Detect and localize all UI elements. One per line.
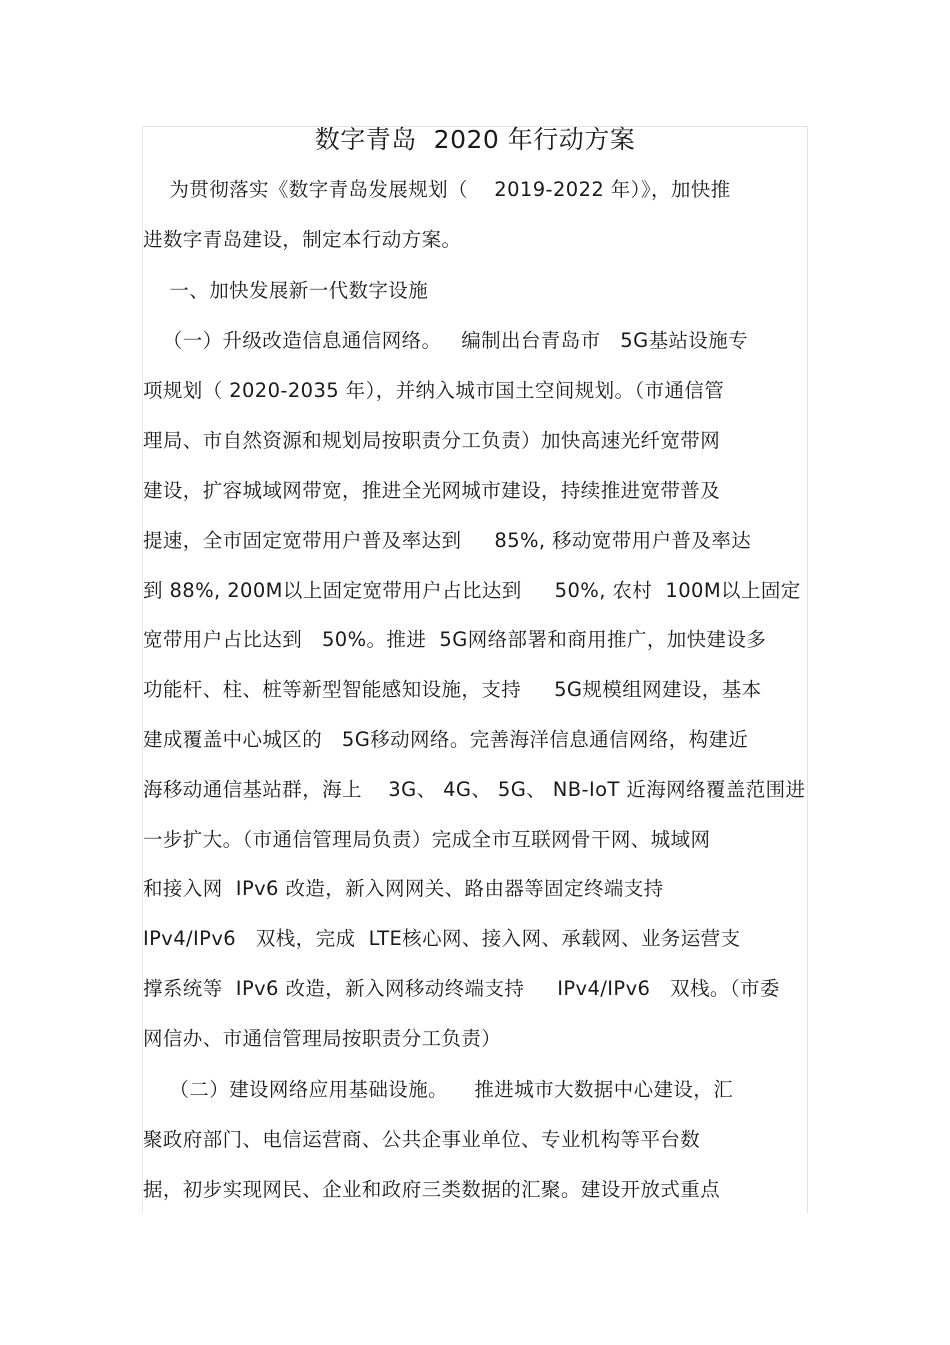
paragraph-line: 聚政府部门、电信运营商、公共企事业单位、专业机构等平台数 — [143, 1128, 701, 1151]
paragraph-line: 功能杆、柱、桩等新型智能感知设施，支持 5G规模组网建设，基本 — [143, 678, 762, 701]
paragraph-line: 提速，全市固定宽带用户普及率达到 85%, 移动宽带用户普及率达 — [143, 529, 752, 552]
section-heading: 一、加快发展新一代数字设施 — [143, 279, 429, 302]
paragraph-line: 为贯彻落实《数字青岛发展规划（ 2019-2022 年）》，加快推 — [143, 178, 731, 201]
paragraph-line: 网信办、市通信管理局按职责分工负责） — [143, 1027, 502, 1050]
paragraph-line: 和接入网 IPv6 改造，新入网网关、路由器等固定终端支持 — [143, 877, 664, 900]
paragraph-line: 理局、市自然资源和规划局按职责分工负责）加快高速光纤宽带网 — [143, 429, 721, 452]
paragraph-line: 宽带用户占比达到 50%。推进 5G网络部署和商用推广，加快建设多 — [143, 628, 767, 651]
paragraph-line: IPv4/IPv6 双栈，完成 LTE核心网、接入网、承载网、业务运营支 — [143, 927, 741, 950]
document-title: 数字青岛 2020 年行动方案 — [314, 125, 636, 154]
paragraph-line: 据，初步实现网民、企业和政府三类数据的汇聚。建设开放式重点 — [143, 1178, 721, 1201]
paragraph-line: 进数字青岛建设，制定本行动方案。 — [143, 228, 462, 251]
paragraph-line: 建设，扩容城域网带宽，推进全光网城市建设，持续推进宽带普及 — [143, 479, 721, 502]
paragraph-line: 到 88%, 200M以上固定宽带用户占比达到 50%, 农村 100M以上固定 — [143, 579, 801, 602]
paragraph-line: 建成覆盖中心城区的 5G移动网络。完善海洋信息通信网络，构建近 — [143, 728, 749, 751]
paragraph-line: 项规划（ 2020-2035 年），并纳入城市国土空间规划。（市通信管 — [143, 379, 725, 402]
paragraph-line: 一步扩大。（市通信管理局负责）完成全市互联网骨干网、城域网 — [143, 828, 711, 851]
paragraph-line: （一）升级改造信息通信网络。 编制出台青岛市 5G基站设施专 — [143, 329, 749, 352]
paragraph-line: （二）建设网络应用基础设施。 推进城市大数据中心建设，汇 — [143, 1078, 734, 1101]
paragraph-line: 海移动通信基站群，海上 3G、 4G、 5G、 NB-IoT 近海网络覆盖范围进 — [143, 778, 806, 801]
paragraph-line: 撑系统等 IPv6 改造，新入网移动终端支持 IPv4/IPv6 双栈。（市委 — [143, 977, 780, 1000]
